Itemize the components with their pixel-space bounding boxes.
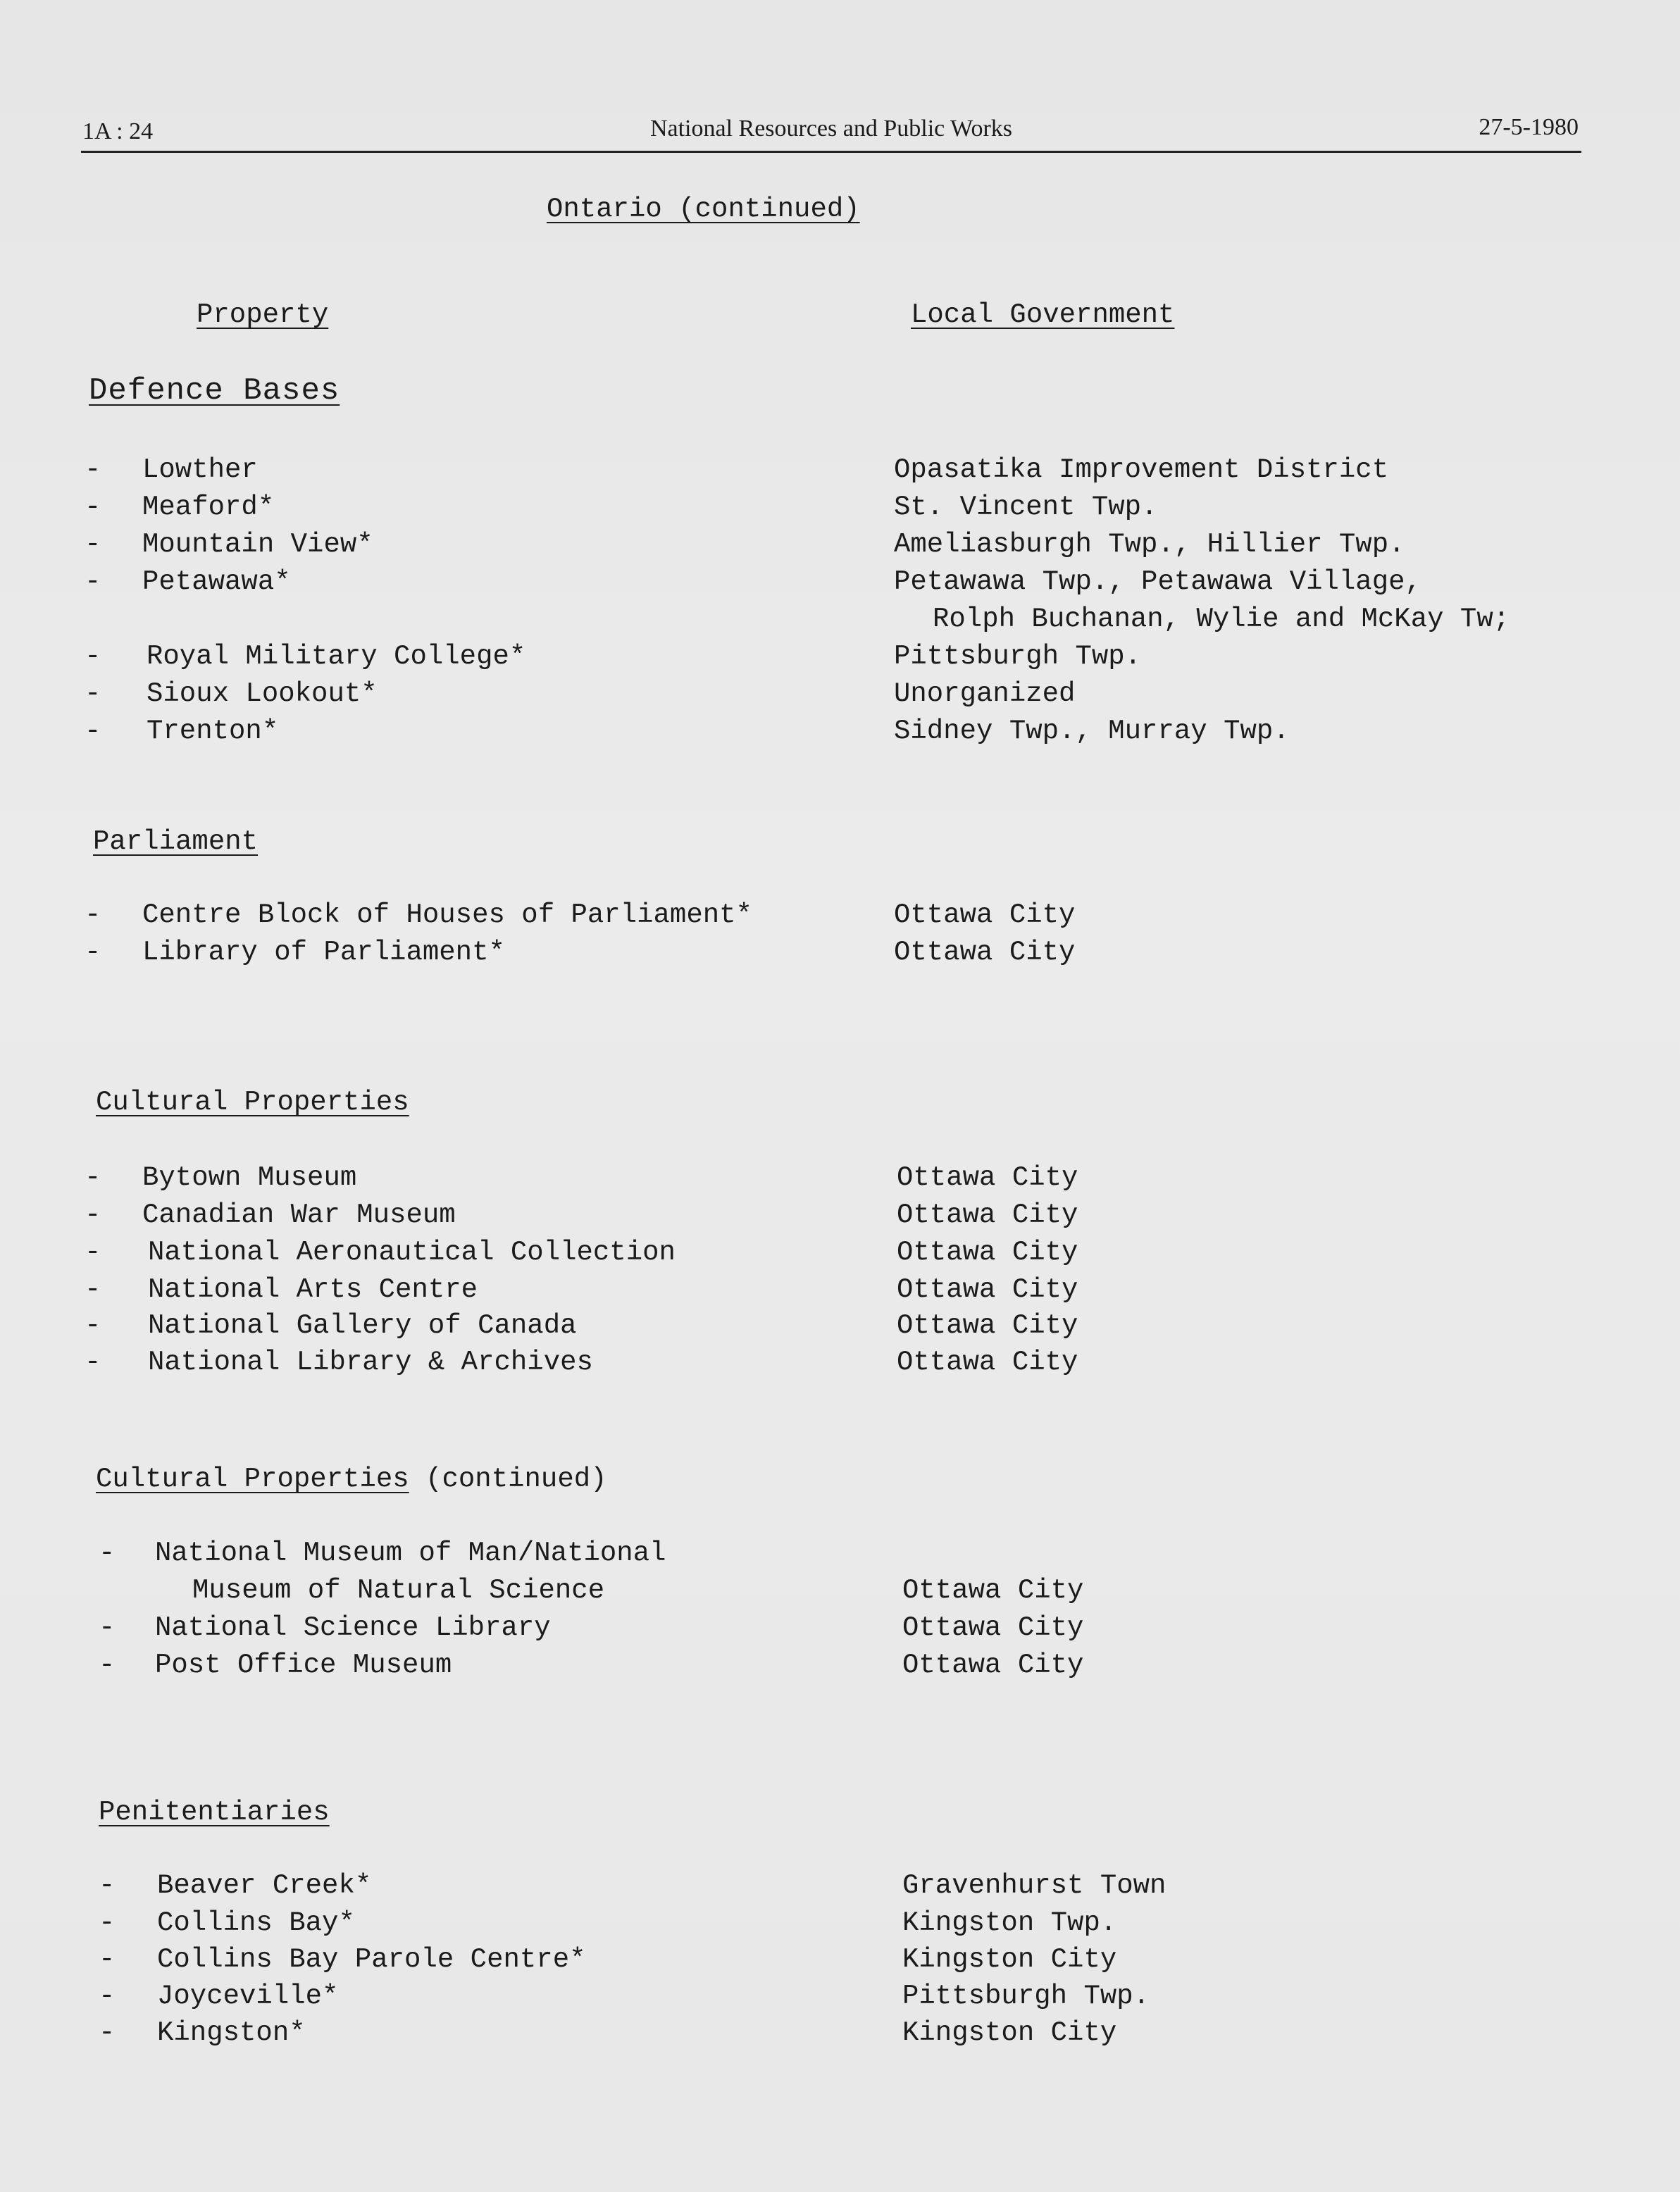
bullet-dash: - [85,678,101,709]
bullet-dash: - [85,937,101,968]
property-name: Royal Military College* [147,641,526,672]
local-government-name: Pittsburgh Twp. [902,1981,1150,2012]
table-row [85,1274,1578,1311]
local-government-name: Ottawa City [894,899,1076,930]
table-row [99,1981,1592,2017]
page-reference: 1A : 24 [82,118,154,144]
bullet-dash: - [85,1274,101,1305]
publication-title: National Resources and Public Works [649,116,1013,142]
bullet-dash: - [85,492,101,523]
property-name-continued: Museum of Natural Science [192,1575,605,1606]
property-name: Beaver Creek* [157,1870,372,1901]
column-header-property: Property [197,299,329,330]
local-government-name: Ottawa City [897,1310,1078,1341]
table-row [99,1538,1592,1574]
bullet-dash: - [99,1981,116,2012]
local-government-name: Ottawa City [897,1237,1078,1268]
table-row [99,1907,1592,1944]
local-government-name: Opasatika Improvement District [894,454,1389,485]
table-row [85,899,1578,936]
property-name: Kingston* [157,2017,306,2048]
property-name: National Arts Centre [148,1274,478,1305]
section-heading-parliament: Parliament [93,826,259,857]
bullet-dash: - [99,1650,116,1681]
section-heading-suffix: (continued) [409,1464,607,1495]
local-government-name: Ottawa City [894,937,1076,968]
bullet-dash: - [99,1538,116,1569]
local-government-name: Petawawa Twp., Petawawa Village, [894,566,1421,597]
local-government-name: Ottawa City [897,1347,1078,1378]
property-name: National Aeronautical Collection [148,1237,676,1268]
property-name: Meaford* [142,492,275,523]
table-row-continuation [85,604,1578,640]
local-government-name: Ottawa City [902,1650,1084,1681]
section-heading-cultural-properties: Cultural Properties [96,1087,409,1118]
table-row [99,2017,1592,2054]
table-row [99,1612,1592,1649]
bullet-dash: - [85,454,101,485]
property-name: Canadian War Museum [142,1200,456,1231]
section-heading-penitentiaries: Penitentiaries [99,1797,330,1828]
section-heading-cultural-properties-continued [96,1464,607,1495]
bullet-dash: - [85,1310,101,1341]
local-government-name: Ottawa City [897,1274,1078,1305]
table-row [85,454,1578,491]
bullet-dash: - [85,566,101,597]
local-government-name: Kingston City [902,1944,1117,1975]
property-name: Post Office Museum [155,1650,452,1681]
local-government-name-continued: Rolph Buchanan, Wylie and McKay Tw; [933,604,1510,635]
local-government-name: Ameliasburgh Twp., Hillier Twp. [894,529,1405,560]
property-name: Trenton* [147,716,279,747]
section-heading-defence-bases: Defence Bases [89,373,340,409]
table-row [99,1650,1592,1686]
table-row [85,678,1578,715]
bullet-dash: - [85,1237,101,1268]
local-government-name: Kingston Twp. [902,1907,1117,1938]
local-government-name: Ottawa City [897,1162,1078,1193]
local-government-name: Sidney Twp., Murray Twp. [894,716,1290,747]
table-row [85,566,1578,603]
table-row [85,1347,1578,1383]
bullet-dash: - [85,899,101,930]
page-header [81,111,1581,153]
property-name: Bytown Museum [142,1162,357,1193]
table-row [85,1310,1578,1347]
local-government-name: St. Vincent Twp. [894,492,1158,523]
section-heading-label: Cultural Properties [96,1464,409,1495]
property-name: Mountain View* [142,529,373,560]
table-row [85,937,1578,973]
publication-date: 27-5-1980 [1479,114,1579,140]
column-header-local-government: Local Government [911,299,1175,330]
table-row [99,1944,1592,1981]
table-row [85,641,1578,678]
local-government-name: Ottawa City [897,1200,1078,1231]
local-government-name: Ottawa City [902,1575,1084,1606]
table-row [85,1237,1578,1274]
bullet-dash: - [99,1870,116,1901]
local-government-name: Ottawa City [902,1612,1084,1643]
property-name: National Library & Archives [148,1347,593,1378]
local-government-name: Kingston City [902,2017,1117,2048]
table-row [85,716,1578,752]
bullet-dash: - [85,529,101,560]
bullet-dash: - [99,1907,116,1938]
table-row [85,529,1578,566]
bullet-dash: - [85,1162,101,1193]
bullet-dash: - [85,1347,101,1378]
property-name: Collins Bay* [157,1907,355,1938]
property-name: Library of Parliament* [142,937,505,968]
local-government-name: Gravenhurst Town [902,1870,1166,1901]
property-name: Sioux Lookout* [147,678,378,709]
bullet-dash: - [99,1612,116,1643]
bullet-dash: - [99,1944,116,1975]
property-name: Petawawa* [142,566,291,597]
table-row [99,1870,1592,1907]
local-government-name: Pittsburgh Twp. [894,641,1142,672]
property-name: National Museum of Man/National [155,1538,666,1569]
property-name: Collins Bay Parole Centre* [157,1944,586,1975]
property-name: Centre Block of Houses of Parliament* [142,899,752,930]
bullet-dash: - [85,641,101,672]
property-name: National Science Library [155,1612,551,1643]
table-row [85,1200,1578,1236]
bullet-dash: - [99,2017,116,2048]
property-name: National Gallery of Canada [148,1310,577,1341]
bullet-dash: - [85,716,101,747]
page-title: Ontario (continued) [547,194,860,225]
property-name: Lowther [142,454,258,485]
table-row-continuation [99,1575,1592,1612]
bullet-dash: - [85,1200,101,1231]
local-government-name: Unorganized [894,678,1076,709]
table-row [85,492,1578,528]
property-name: Joyceville* [157,1981,339,2012]
table-row [85,1162,1578,1199]
